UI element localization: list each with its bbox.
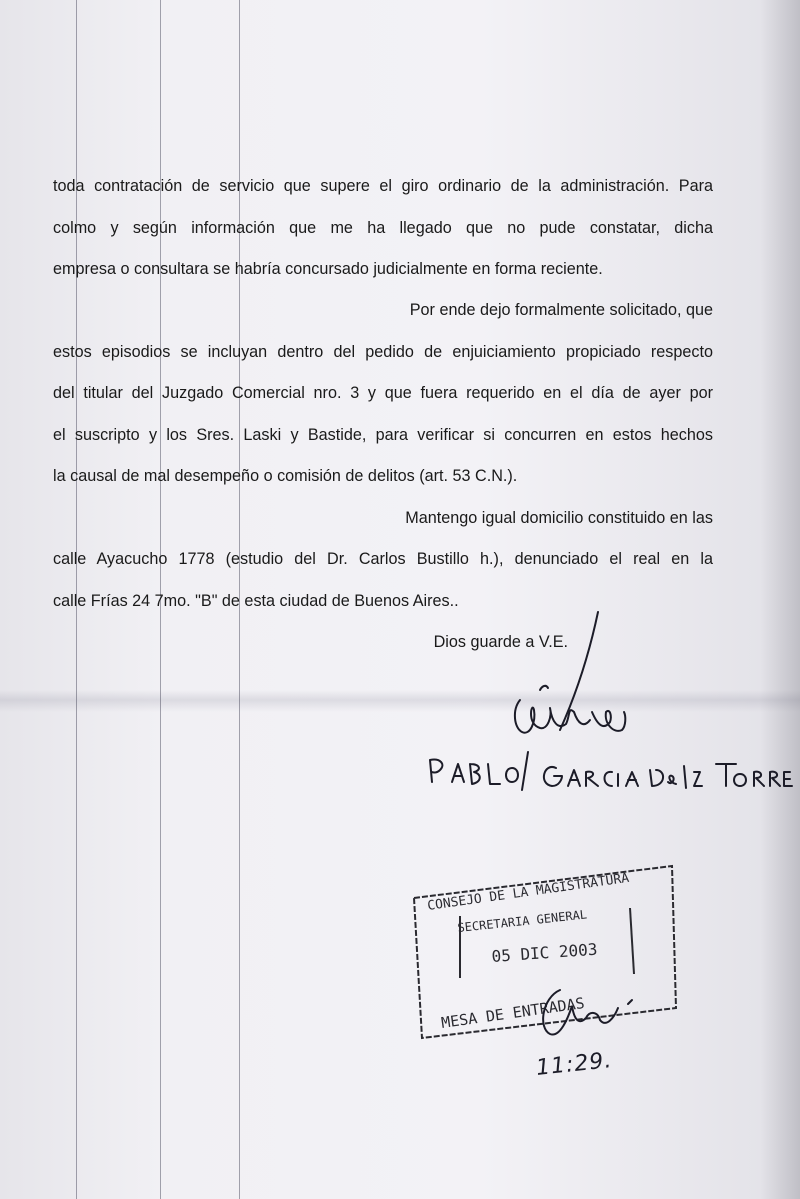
body-line: calle Frías 24 7mo. "B" de esta ciudad de Buenos Aires..: [53, 592, 459, 610]
reception-stamp: [410, 858, 680, 1048]
body-line: del titular del Juzgado Comercial nro. 3 y que fuera requerido en el día de ayer por: [53, 384, 713, 402]
body-line: empresa o consultara se habría concursado judicialmente en forma reciente.: [53, 260, 603, 278]
stamp-line-2: SECRETARIA GENERAL: [456, 907, 588, 935]
body-line: Mantengo igual domicilio constituido en las: [405, 509, 713, 527]
body-line: Por ende dejo formalmente solicitado, que: [409, 301, 713, 319]
stamp-line-1: CONSEJO DE LA MAGISTRATURA: [426, 870, 631, 914]
stamp-date: 05 DIC 2003: [490, 939, 598, 966]
closing-greeting: Dios guarde a V.E.: [433, 633, 568, 651]
body-line: calle Ayacucho 1778 (estudio del Dr. Carlos Bustillo h.), denunciado el real en la: [53, 550, 713, 568]
stamp-line-3: MESA DE ENTRADAS: [440, 994, 586, 1032]
body-line: la causal de mal desempeño o comisión de delitos (art. 53 C.N.).: [53, 467, 518, 485]
body-line: el suscripto y los Sres. Laski y Bastide, para verificar si concurren en estos hechos: [53, 426, 713, 444]
stamp-time: 11:29.: [534, 1048, 614, 1081]
body-line: colmo y según información que me ha llegado que no pude constatar, dicha: [53, 219, 713, 237]
body-line: estos episodios se incluyan dentro del pedido de enjuiciamiento propiciado respecto: [53, 343, 713, 361]
body-line: toda contratación de servicio que supere el giro ordinario de la administración. Para: [53, 177, 713, 195]
